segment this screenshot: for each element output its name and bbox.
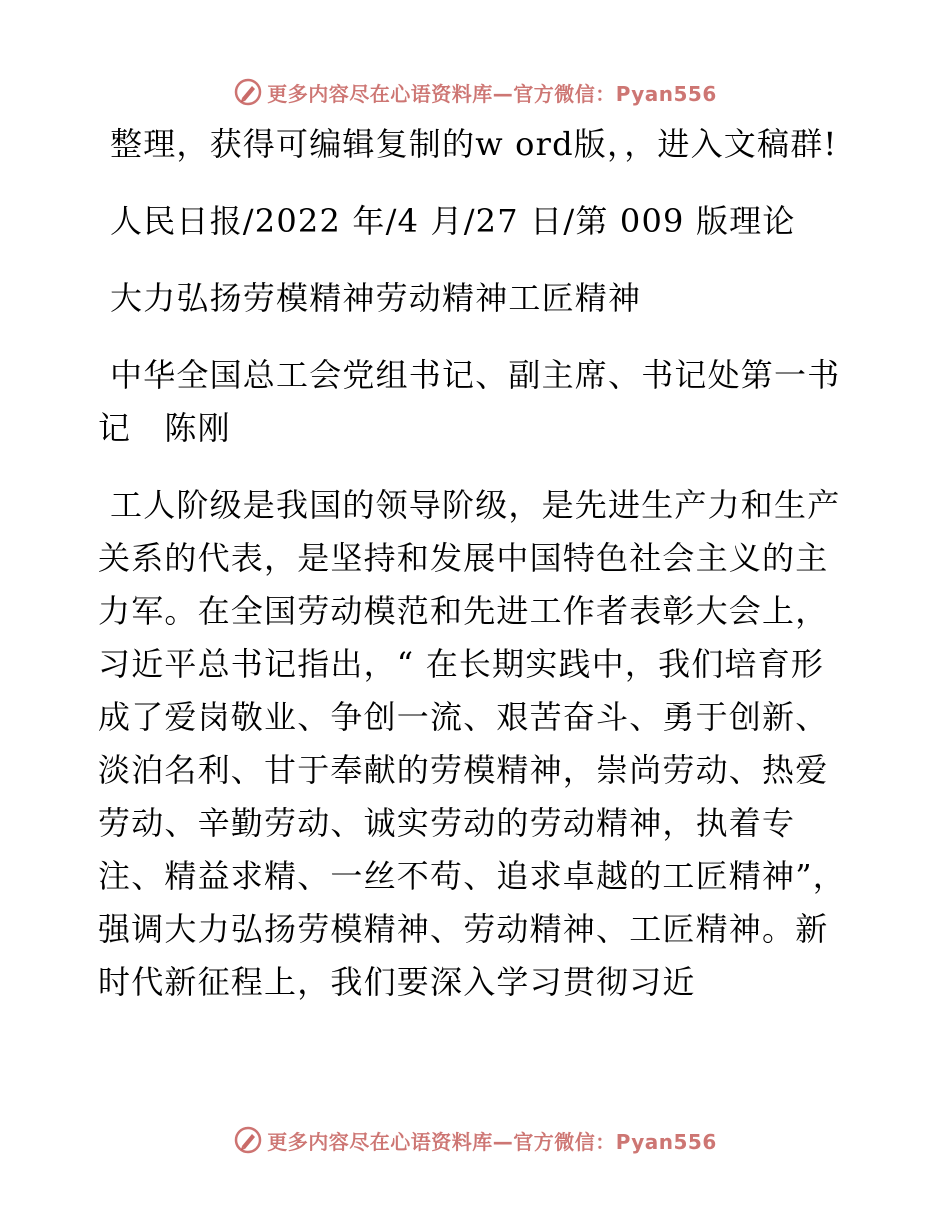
body-paragraph: 工人阶级是我国的领导阶级，是先进生产力和生产关系的代表，是坚持和发展中国特色社会主义的主力军。在全国劳动模范和先进工作者表彰大会上，习近平总书记指出，“ 在长期实践中，我们培育形成了爱岗敬业、争创一流、艰苦奋斗、勇于创新、淡泊名利、甘于奉献的劳模精神，崇尚劳动、热爱劳动、辛勤劳动、诚实劳动的劳动精神，执着专注、精益求精、一丝不苟、追求卓越的工匠精神”，强调大力弘扬劳模精神、劳动精神、工匠精神。新时代新征程上，我们要深入学习贯彻习近 [98,486,846,1001]
intro-paragraph: 整理，获得可编辑复制的w ord版，，进入文稿群! [110,125,838,163]
article-title: 大力弘扬劳模精神劳动精神工匠精神 [110,279,642,317]
pen-seal-icon [233,1125,263,1155]
pen-seal-icon [233,77,263,107]
document-body [98,118,850,1009]
author-line: 中华全国总工会党组书记、副主席、书记处第一书记 陈刚 [98,356,841,447]
source-line: 人民日报/2022 年/4 月/27 日/第 009 版理论 [110,202,796,240]
watermark-text: 更多内容尽在心语资料库—官方微信：Pyan556 [267,81,717,106]
watermark-banner-bottom [0,1120,950,1160]
watermark-text: 更多内容尽在心语资料库—官方微信：Pyan556 [267,1129,717,1154]
watermark-banner-top [0,72,950,112]
